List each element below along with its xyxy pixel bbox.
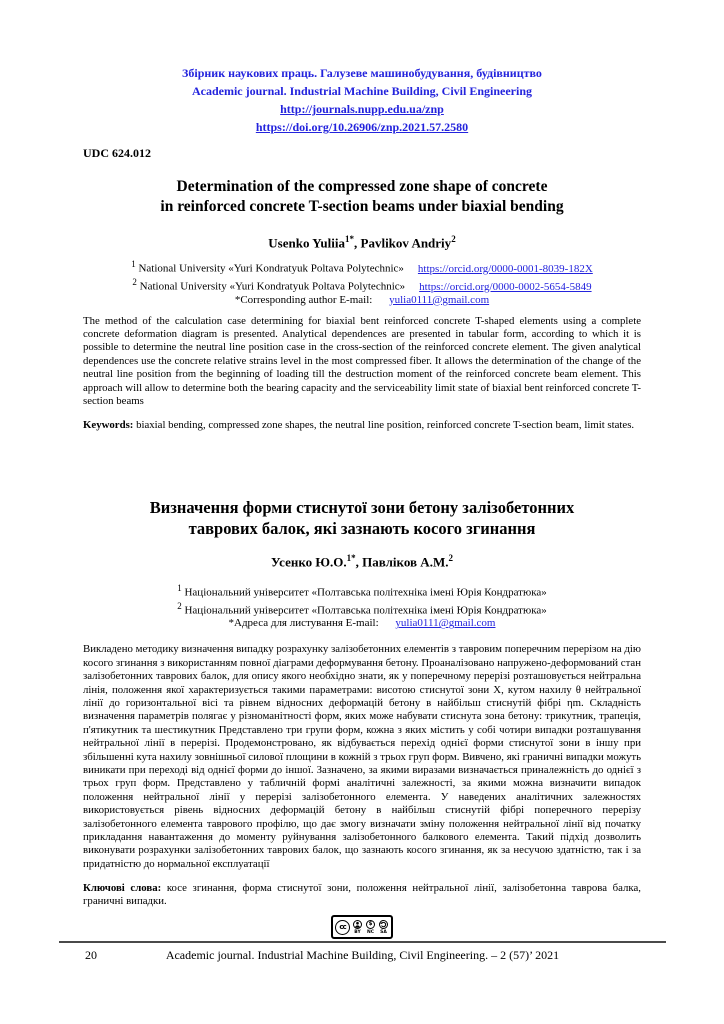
title-en-line1: Determination of the compressed zone shape of concrete — [176, 178, 548, 195]
affiliation-1-sup-uk: 1 — [177, 583, 182, 594]
cc-nc-column — [365, 920, 376, 935]
affiliation-2-sup: 2 — [132, 276, 137, 287]
nc-dollar-icon: $ — [366, 920, 375, 929]
cc-by-label: BY — [354, 929, 361, 935]
orcid-link-2[interactable]: https://orcid.org/0000-0002-5654-5849 — [419, 280, 592, 293]
article-title-ukrainian — [83, 497, 641, 539]
sa-arrow-icon — [379, 920, 388, 929]
affiliations-english — [83, 258, 641, 306]
article-title-english — [83, 177, 641, 217]
cc-sa-label: SA — [380, 929, 387, 935]
affiliations-ukrainian — [83, 582, 641, 630]
affiliation-1-sup: 1 — [131, 259, 136, 270]
keywords-text-ukrainian: косе згинання, форма стиснутої зони, положення нейтральної лінії, залізобетонна таврова балка, граничні випадки. — [83, 882, 641, 908]
journal-header — [83, 64, 641, 136]
author-2-name: Pavlikov Andriy — [360, 235, 452, 251]
footer-journal-text: Academic journal. Industrial Machine Building, Civil Engineering. – 2 (57)’ 2021 — [165, 948, 560, 962]
keywords-label-english: Keywords: — [83, 419, 134, 432]
author-1-sup-uk: 1* — [346, 552, 356, 563]
author-1-name-uk: Усенко Ю.О. — [271, 554, 347, 570]
title-uk-line2: таврових балок, які зазнають косого згинання — [188, 518, 536, 538]
journal-site-link[interactable]: http://journals.nupp.edu.ua/znp — [280, 102, 444, 116]
title-en-line2: in reinforced concrete T-section beams under biaxial bending — [160, 198, 564, 215]
page-footer — [59, 941, 666, 963]
cc-license-badge[interactable] — [331, 915, 393, 939]
title-uk-line1: Визначення форми стиснутої зони бетону залізобетонних — [149, 497, 575, 517]
journal-name-english: Academic journal. Industrial Machine Building, Civil Engineering — [191, 84, 533, 98]
affiliation-1-uk — [83, 582, 641, 600]
cc-sa-column — [378, 920, 389, 935]
orcid-link-1[interactable]: https://orcid.org/0000-0001-8039-182X — [417, 262, 593, 275]
keywords-label-ukrainian: Ключові слова: — [83, 882, 162, 895]
journal-name-ukrainian: Збірник наукових праць. Галузеве машинобудування, будівництво — [182, 66, 542, 80]
corresponding-email-link[interactable]: yulia0111@gmail.com — [389, 293, 490, 306]
corresponding-prefix-uk: *Адреса для листування E-mail: — [228, 617, 382, 630]
author-1-name: Usenko Yuliia — [268, 235, 346, 251]
page-number: 20 — [85, 948, 97, 962]
affiliation-2-text: National University «Yuri Kondratyuk Poltava Polytechnic» — [136, 280, 406, 293]
corresponding-email-link-uk[interactable]: yulia0111@gmail.com — [395, 617, 496, 630]
authors-separator: , — [354, 235, 361, 251]
affiliation-2-text-uk: Національний університет «Полтавська політехніка імені Юрія Кондратюка» — [181, 604, 547, 617]
doi-link[interactable]: https://doi.org/10.26906/znp.2021.57.2580 — [255, 120, 469, 134]
authors-english — [83, 231, 641, 251]
affiliation-2-uk — [83, 600, 641, 618]
page-content — [83, 0, 641, 920]
affiliation-2 — [83, 276, 641, 294]
affiliation-1 — [83, 258, 641, 276]
authors-ukrainian — [83, 550, 641, 570]
affiliation-1-text: National University «Yuri Kondratyuk Poltava Polytechnic» — [135, 262, 404, 275]
keywords-english — [83, 419, 641, 432]
abstract-english: The method of the calculation case determining for biaxial bent reinforced concrete T-shaped elements using a complete concrete deformation diagram is presented. Analytical dependences are presented in tabular form, according to which it is possible to determine the neutral line position case in the cross-section of the reinforced concrete element. The given analytical dependences use the concrete relative strains level in the most compressed fiber. It allows the determination of the change of the neutral line position from the beginning of loading till the destruction moment of the reinforced concrete beam element. This approach will allow to determine both the bearing capacity and the serviceability limit state of biaxial bent reinforced concrete T-section beams — [83, 314, 641, 408]
author-2-sup: 2 — [451, 234, 456, 244]
cc-nc-label: NC — [366, 929, 375, 935]
by-person-icon — [353, 920, 362, 929]
corresponding-author-line-uk — [83, 617, 641, 630]
affiliation-1-text-uk: Національний університет «Полтавська політехніка імені Юрія Кондратюка» — [181, 586, 547, 599]
cc-logo-icon: cc — [335, 920, 350, 935]
abstract-ukrainian: Викладено методику визначення випадку розрахунку залізобетонних елементів з тавровим поперечним перерізом на дію косого згинання з використанням повної діаграми деформування бетону. Проаналізовано напружено-деформований стан залізобетонних таврових балок, для опису якого необхідно знати, як у поперечному перерізі розташовується нейтральна лінія, положення якої характеризується такими параметрами: висотою стиснутої зони X, кутом нахилу θ нейтральної лінії до горизонтальної вісі та рівнем відносних деформацій бетону в найбільш стиснутій фібрі ηm. Складність визначення параметрів полягає у різноманітності форм, яких може набувати стиснута зона бетону: трикутник, трапеція, п'ятикутник та шестикутник Представлено три групи форм, кожна з яких містить у собі чотири випадки розташування нейтральної лінії в перерізі. Продемонстровано, як відбувається перехід однієї форми стиснутої зони в іншу при збільшенні кута нахилу зовнішньої силової площини в кожній з трьох груп форм. Вивчено, які граничні випадки можуть виникати при переході від однієї форми до іншої. Зазначено, за якими виразами визначається приналежність до однієї з трьох груп форм. Представлено у табличній формі аналітичні залежності, за якими можна визначити випадок положення нейтральної лінії у перерізі залізобетонного елемента. У наведених аналітичних залежностях використовується рівень відносних деформацій бетону в найбільш стиснутій фібрі поперечного перерізу залізобетонного елемента таврового профілю, що дає змогу визначати зміну положення нейтральної лінії від початку прикладання навантаження до моменту руйнування залізобетонного балкового елемента. Такий підхід дозволить виконувати розрахунки залізобетонних таврових балок, що зазнають косого згинання, як за несучою здатністю, так і за придатністю до нормальної експлуатації — [83, 643, 641, 870]
affiliation-2-sup-uk: 2 — [177, 600, 182, 611]
udc-code: UDC 624.012 — [83, 146, 151, 160]
corresponding-author-line — [83, 294, 641, 307]
corresponding-prefix: *Corresponding author E-mail: — [234, 293, 376, 306]
author-2-name-uk: Павліков А.М. — [362, 554, 449, 570]
cc-by-column — [352, 920, 363, 935]
author-2-sup-uk: 2 — [448, 552, 453, 563]
keywords-ukrainian — [83, 882, 641, 909]
authors-separator-uk: , — [355, 554, 363, 570]
author-1-sup: 1* — [345, 234, 355, 244]
keywords-text-english: biaxial bending, compressed zone shapes, the neutral line position, reinforced concrete T-section beam, limit states. — [133, 419, 635, 432]
